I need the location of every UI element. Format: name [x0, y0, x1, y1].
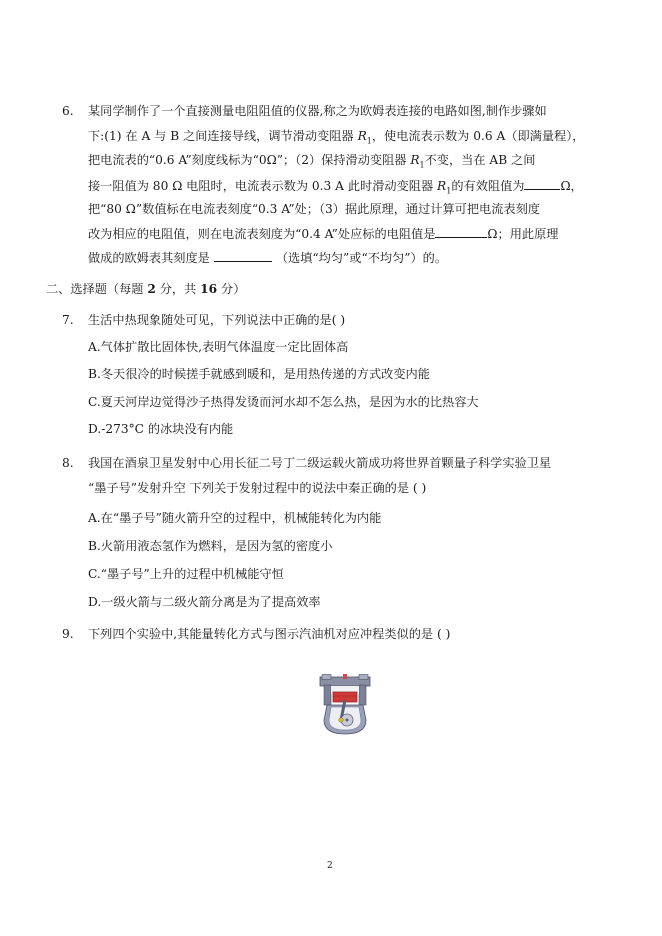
q7-number: 7.	[62, 313, 74, 327]
q6-line-3	[88, 152, 535, 168]
q6-line-2	[88, 128, 585, 144]
section-2-heading	[46, 281, 245, 297]
q6-answer-blank-3[interactable]	[214, 249, 272, 262]
q7-option-b[interactable]: B.冬天很冷的时候搓手就感到暖和，是用热传递的方式改变内能	[88, 367, 430, 381]
q7-option-d[interactable]: D.-273°C 的冰块没有内能	[88, 422, 234, 436]
q7-option-a[interactable]: A.气体扩散比固体快,表明气体温度一定比固体高	[88, 340, 349, 354]
q8-option-a[interactable]: A.在“墨子号”随火箭升空的过程中，机械能转化为内能	[88, 511, 382, 525]
q7-option-c[interactable]: C.夏天河岸边觉得沙子热得发烫而河水却不怎么热，是因为水的比热容大	[88, 395, 479, 409]
q6-line-6-text-b: Ω；用此原理	[487, 227, 559, 241]
q7-stem: 生活中热现象随处可见，下列说法中正确的是( )	[88, 313, 346, 327]
section-2-mid: 分，共	[155, 282, 201, 296]
q6-line-2-text-b: ，使电流表示数为 0.6 A（即满量程），	[371, 129, 585, 143]
section-2-score: 2	[147, 282, 156, 296]
q6-r1-subscript-2: 1	[419, 160, 425, 170]
q6-r1-symbol: R	[357, 129, 367, 143]
q6-line-4-text-c: Ω，	[560, 179, 583, 193]
section-2-total: 16	[200, 282, 218, 296]
q9-stem: 下列四个实验中,其能量转化方式与图示汽油机对应冲程类似的是 ( )	[88, 627, 451, 641]
section-2-suffix: 分）	[217, 282, 246, 296]
q6-line-7	[88, 249, 447, 266]
q8-stem-line-1: 我国在酒泉卫星发射中心用长征二号丁二级运载火箭成功将世界首颗量子科学实验卫星	[88, 456, 552, 470]
q6-r1-symbol-2: R	[410, 153, 420, 167]
q6-line-1: 某同学制作了一个直接测量电阻阻值的仪器,称之为欧姆表连接的电路如图,制作步骤如	[88, 104, 547, 118]
section-2-prefix: 二、选择题（每题	[46, 282, 148, 296]
page-number: 2	[327, 861, 333, 871]
q6-line-4	[88, 177, 583, 194]
q6-line-4-text-b: 的有效阻值为	[451, 179, 525, 193]
q6-line-5: 把“80 Ω”数值标在电流表刻度“0.3 A”处；（3）据此原理，通过计算可把电流表刻度	[88, 202, 540, 216]
q6-r1-subscript-3: 1	[446, 186, 452, 196]
q9-number: 9.	[62, 627, 74, 641]
q6-line-4-text-a: 接一阻值为 80 Ω 电阻时，电流表示数为 0.3 A 此时滑动变阻器	[88, 179, 438, 193]
q8-number: 8.	[62, 456, 74, 470]
q6-line-2-text-a: 下:(1) 在 A 与 B 之间连接导线，调节滑动变阻器	[88, 129, 358, 143]
q6-number: 6.	[62, 104, 74, 118]
q6-answer-blank-1[interactable]	[524, 177, 560, 190]
q8-stem-line-2: “墨子号”发射升空 下列关于发射过程中的说法中秦正确的是 ( )	[88, 481, 427, 495]
q6-r1-subscript: 1	[366, 136, 372, 146]
q6-line-7-text-a: 做成的欧姆表其刻度是	[88, 251, 210, 265]
q6-r1-symbol-3: R	[437, 179, 447, 193]
q8-option-c[interactable]: C.“墨子号”上升的过程中机械能守恒	[88, 567, 284, 581]
q8-option-d[interactable]: D.一级火箭与二级火箭分离是为了提高效率	[88, 595, 321, 609]
q6-answer-blank-2[interactable]	[435, 225, 487, 238]
q6-line-6-text-a: 改为相应的电阻值，则在电流表刻度为“0.4 A”处应标的电阻值是	[88, 227, 436, 241]
q6-line-7-text-b: （选填“均匀”或“不均匀”）的。	[275, 251, 448, 265]
q8-option-b[interactable]: B.火箭用液态氢作为燃料，是因为氢的密度小	[88, 539, 333, 553]
gasoline-engine-stroke-icon	[314, 674, 376, 736]
q6-line-3-text-a: 把电流表的“0.6 A”刻度线标为“0Ω”；（2）保持滑动变阻器	[88, 153, 411, 167]
q6-line-3-text-b: 不变，当在 AB 之间	[424, 153, 536, 167]
q6-line-6	[88, 225, 558, 242]
